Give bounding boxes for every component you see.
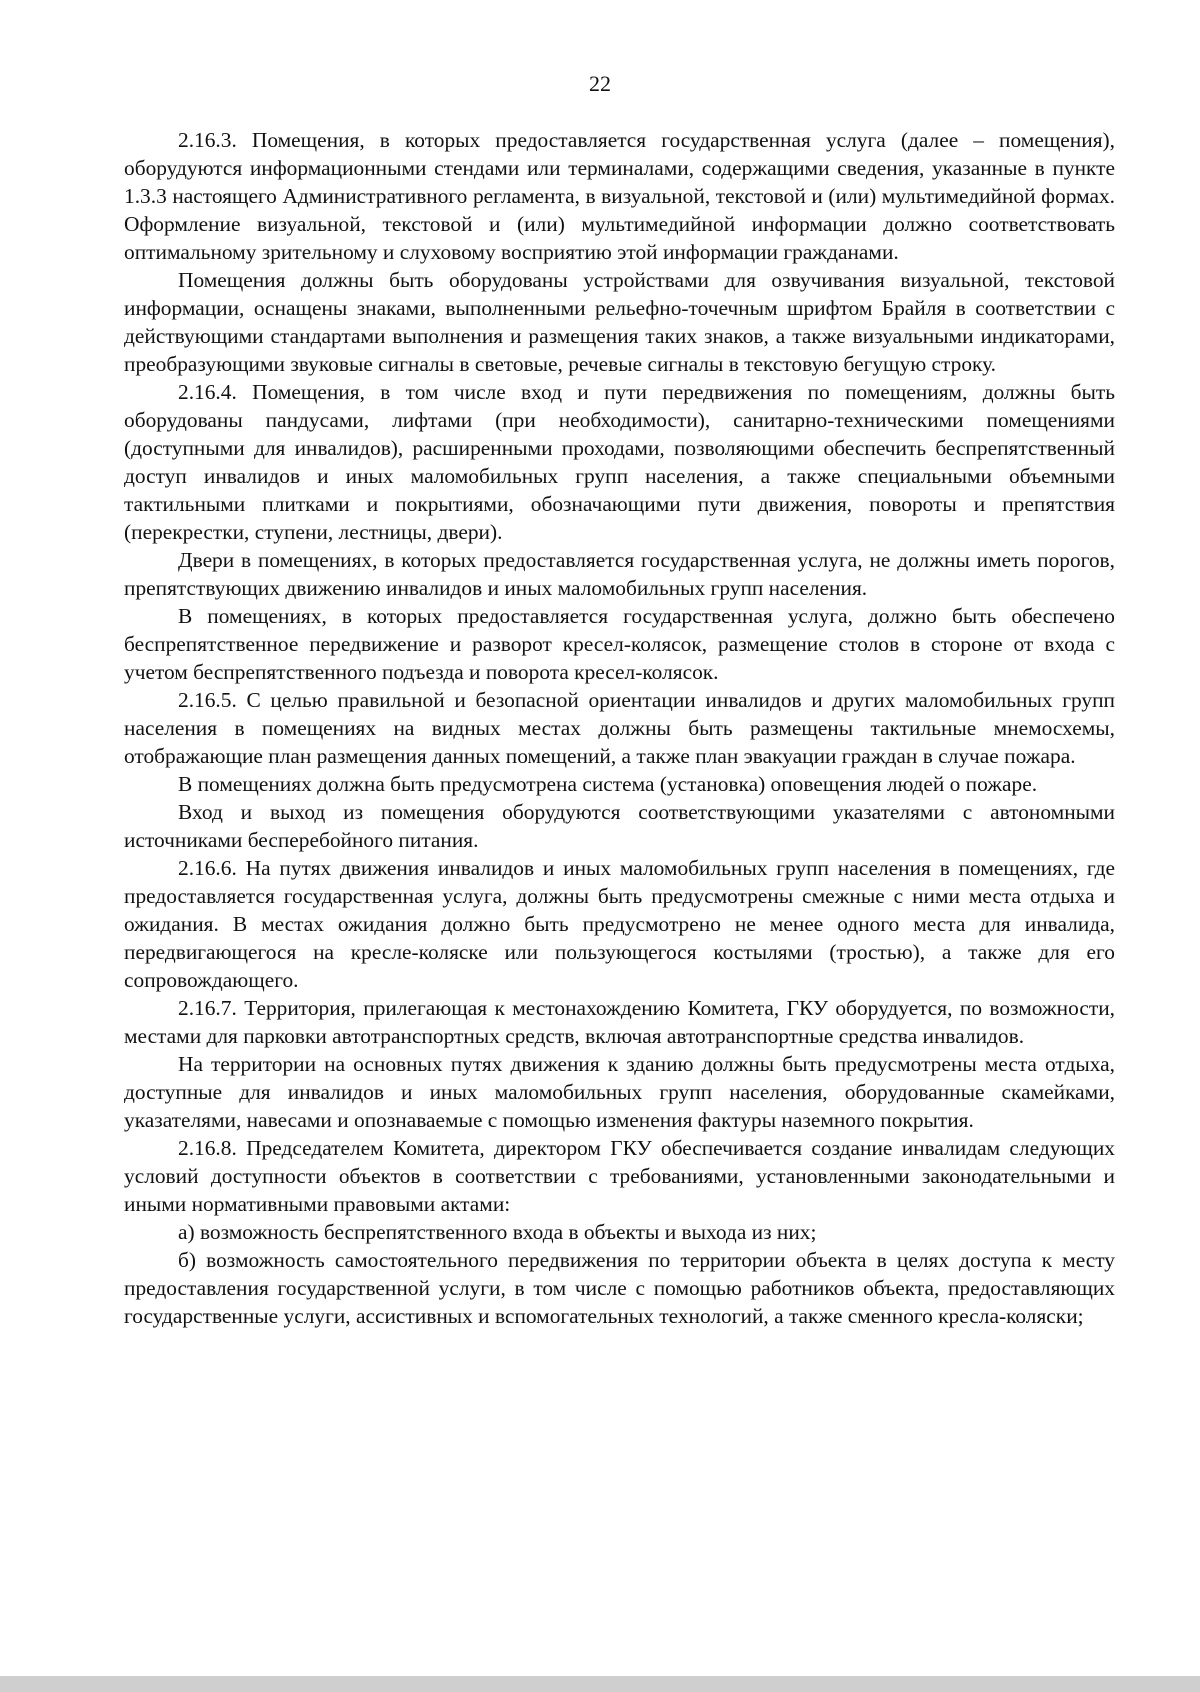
paragraph-2-16-8: 2.16.8. Председателем Комитета, директором ГКУ обеспечивается создание инвалидам следующих условий доступности объектов в соответствии с требованиями, установленными законодательными и иными нормативными правовыми актами: <box>124 1136 1115 1216</box>
list-item-a: а) возможность беспрепятственного входа в объекты и выхода из них; <box>178 1220 817 1244</box>
paragraph-entrance-exit: Вход и выход из помещения оборудуются соответствующими указателями с автономными источниками бесперебойного питания. <box>124 800 1115 852</box>
paragraph-2-16-3: 2.16.3. Помещения, в которых предоставляется государственная услуга (далее – помещения), оборудуются информационными стендами или терминалами, содержащими сведения, указанные в пункте 1.3.3 настоящего Административного регламента, в визуальной, текстовой и (или) мультимедийной формах. Оформление визуальной, текстовой и (или) мультимедийной информации должно соответствовать оптимальному зрительному и слуховому восприятию этой информации гражданами. <box>124 128 1115 264</box>
paragraph-doors: Двери в помещениях, в которых предоставляется государственная услуга, не должны иметь порогов, препятствующих движению инвалидов и иных маломобильных групп населения. <box>124 548 1115 600</box>
paragraph-territory-rest: На территории на основных путях движения к зданию должны быть предусмотрены места отдыха, доступные для инвалидов и иных маломобильных групп населения, оборудованные скамейками, указателями, навесами и опознаваемые с помощью изменения фактуры наземного покрытия. <box>124 1052 1115 1132</box>
paragraph-wheelchair-movement: В помещениях, в которых предоставляется государственная услуга, должно быть обеспечено беспрепятственное передвижение и разворот кресел-колясок, размещение столов в стороне от входа с учетом беспрепятственного подъезда и поворота кресел-колясок. <box>124 604 1115 684</box>
bottom-edge <box>0 1676 1200 1692</box>
paragraph-2-16-5: 2.16.5. С целью правильной и безопасной ориентации инвалидов и других маломобильных групп населения в помещениях на видных местах должны быть размещены тактильные мнемосхемы, отображающие план размещения данных помещений, а также план эвакуации граждан в случае пожара. <box>124 688 1115 768</box>
paragraph-2-16-6: 2.16.6. На путях движения инвалидов и иных маломобильных групп населения в помещениях, где предоставляется государственная услуга, должны быть предусмотрены смежные с ними места отдыха и ожидания. В местах ожидания должно быть предусмотрено не менее одного места для инвалида, передвигающегося на кресле-коляске или пользующегося костылями (тростью), а также для его сопровождающего. <box>124 856 1115 992</box>
page-number: 22 <box>589 71 611 96</box>
paragraph-2-16-4: 2.16.4. Помещения, в том числе вход и пути передвижения по помещениям, должны быть оборудованы пандусами, лифтами (при необходимости), санитарно-техническими помещениями (доступными для инвалидов), расширенными проходами, позволяющими обеспечить беспрепятственный доступ инвалидов и иных маломобильных групп населения, а также специальными объемными тактильными плитками и покрытиями, обозначающими пути движения, повороты и препятствия (перекрестки, ступени, лестницы, двери). <box>124 380 1115 544</box>
paragraph-fire-alert: В помещениях должна быть предусмотрена система (установка) оповещения людей о пожаре. <box>178 772 1038 796</box>
document-body <box>124 126 1115 1330</box>
paragraph-braille-equipment: Помещения должны быть оборудованы устройствами для озвучивания визуальной, текстовой информации, оснащены знаками, выполненными рельефно-точечным шрифтом Брайля в соответствии с действующими стандартами выполнения и размещения таких знаков, а также визуальными индикаторами, преобразующими звуковые сигналы в световые, речевые сигналы в текстовую бегущую строку. <box>124 268 1115 376</box>
list-item-b: б) возможность самостоятельного передвижения по территории объекта в целях доступа к месту предоставления государственной услуги, в том числе с помощью работников объекта, предоставляющих государственные услуги, ассистивных и вспомогательных технологий, а также сменного кресла-коляски; <box>124 1248 1115 1328</box>
paragraph-2-16-7: 2.16.7. Территория, прилегающая к местонахождению Комитета, ГКУ оборудуется, по возможности, местами для парковки автотранспортных средств, включая автотранспортные средства инвалидов. <box>124 996 1115 1048</box>
